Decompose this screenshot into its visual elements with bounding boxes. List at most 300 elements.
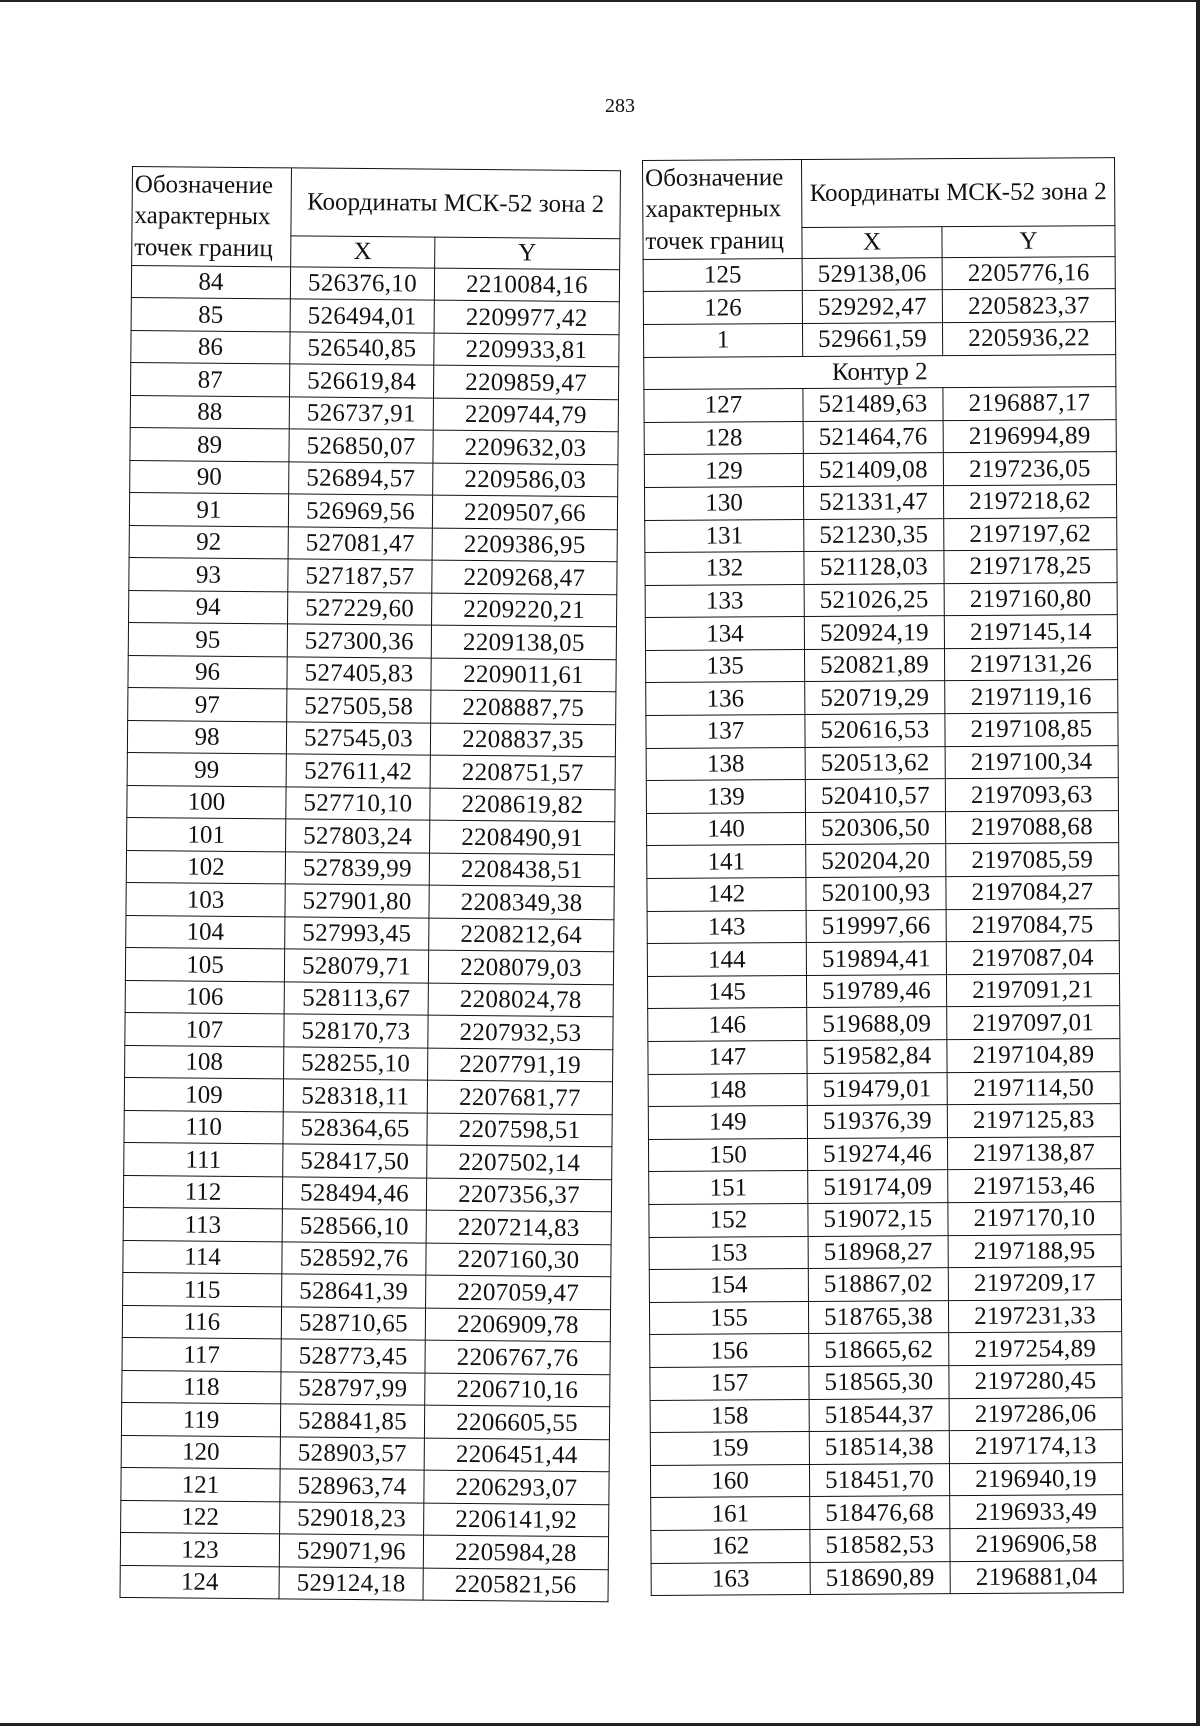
- point-id-cell: 103: [126, 883, 285, 917]
- y-coordinate-cell: 2197093,63: [945, 778, 1118, 812]
- y-coordinate-cell: 2209744,79: [433, 398, 618, 432]
- point-id-cell: 158: [650, 1399, 809, 1433]
- x-coordinate-cell: 529018,23: [280, 1502, 424, 1536]
- y-coordinate-cell: 2208079,03: [428, 950, 613, 984]
- point-id-cell: 148: [648, 1073, 807, 1107]
- point-id-cell: 86: [131, 330, 290, 364]
- x-coordinate-cell: 527611,42: [286, 754, 430, 788]
- table-body-left: [120, 265, 620, 1602]
- table-row: [127, 753, 615, 790]
- point-id-cell: 145: [647, 975, 806, 1009]
- x-coordinate-cell: 519688,09: [807, 1007, 947, 1040]
- point-id-cell: 157: [650, 1366, 809, 1400]
- y-coordinate-cell: 2205821,56: [423, 1568, 608, 1602]
- point-id-cell: 133: [645, 584, 804, 618]
- x-coordinate-cell: 528641,39: [282, 1274, 426, 1308]
- table-row: [648, 1104, 1120, 1139]
- table-row: [122, 1305, 610, 1342]
- x-coordinate-cell: 526376,10: [290, 267, 434, 301]
- point-id-cell: 94: [129, 590, 288, 624]
- y-coordinate-cell: 2196887,17: [943, 387, 1116, 421]
- table-row: [645, 582, 1117, 617]
- table-row: [130, 363, 618, 400]
- point-id-cell: 123: [120, 1533, 279, 1567]
- x-coordinate-cell: 527710,10: [286, 787, 430, 821]
- point-id-cell: 143: [647, 910, 806, 944]
- y-coordinate-cell: 2197125,83: [947, 1104, 1120, 1138]
- y-coordinate-cell: 2209586,03: [433, 463, 618, 497]
- x-coordinate-cell: 519072,15: [808, 1203, 948, 1236]
- y-coordinate-cell: 2207791,19: [428, 1048, 613, 1082]
- point-id-cell: 124: [120, 1565, 279, 1599]
- y-coordinate-cell: 2207059,47: [426, 1275, 611, 1309]
- x-coordinate-cell: 518765,38: [808, 1300, 948, 1333]
- point-id-cell: 136: [646, 682, 805, 716]
- y-coordinate-cell: 2197088,68: [945, 810, 1118, 844]
- y-coordinate-cell: 2206767,76: [425, 1340, 610, 1374]
- table-row: [645, 615, 1117, 650]
- point-id-cell: 159: [650, 1432, 809, 1466]
- y-coordinate-cell: 2197254,89: [949, 1332, 1122, 1366]
- y-coordinate-cell: 2197280,45: [949, 1365, 1122, 1399]
- x-coordinate-cell: 519894,41: [806, 942, 946, 975]
- y-coordinate-cell: 2197160,80: [944, 582, 1117, 616]
- x-coordinate-cell: 520924,19: [804, 616, 944, 649]
- header-coords-label: Координаты МСК-52 зона 2: [291, 168, 621, 239]
- y-coordinate-cell: 2197178,25: [944, 550, 1117, 584]
- x-coordinate-cell: 520616,53: [805, 714, 945, 747]
- table-row: [647, 973, 1119, 1008]
- x-coordinate-cell: 518968,27: [808, 1235, 948, 1268]
- x-coordinate-cell: 527505,58: [287, 689, 431, 723]
- y-coordinate-cell: 2208024,78: [428, 983, 613, 1017]
- x-coordinate-cell: 527545,03: [286, 722, 430, 756]
- x-coordinate-cell: 520513,62: [805, 746, 945, 779]
- table-row: [124, 1110, 612, 1147]
- table-row: [128, 655, 616, 692]
- y-coordinate-cell: 2209386,95: [432, 528, 617, 562]
- table-row: [127, 785, 615, 822]
- x-coordinate-cell: 526894,57: [289, 462, 433, 496]
- table-row: [645, 550, 1117, 585]
- x-coordinate-cell: 529292,47: [802, 290, 942, 323]
- x-coordinate-cell: 529138,06: [802, 257, 942, 290]
- x-coordinate-cell: 528710,65: [281, 1307, 425, 1341]
- point-id-cell: 108: [125, 1045, 284, 1079]
- y-coordinate-cell: 2197188,95: [948, 1234, 1121, 1268]
- x-coordinate-cell: 518514,38: [809, 1431, 949, 1464]
- table-row: [650, 1430, 1122, 1465]
- point-id-cell: 91: [129, 493, 288, 527]
- table-row: [651, 1560, 1123, 1595]
- table-row: [122, 1338, 610, 1375]
- x-coordinate-cell: 520719,29: [805, 681, 945, 714]
- point-id-cell: 87: [130, 363, 289, 397]
- y-coordinate-cell: 2207932,53: [428, 1015, 613, 1049]
- y-coordinate-cell: 2197084,27: [946, 876, 1119, 910]
- x-coordinate-cell: 526494,01: [290, 299, 434, 333]
- point-id-cell: 115: [123, 1273, 282, 1307]
- point-id-cell: 131: [645, 519, 804, 553]
- y-coordinate-cell: 2197085,59: [946, 843, 1119, 877]
- y-coordinate-cell: 2197145,14: [944, 615, 1117, 649]
- x-coordinate-cell: 518544,37: [809, 1398, 949, 1431]
- x-coordinate-cell: 521026,25: [804, 583, 944, 616]
- point-id-cell: 120: [121, 1435, 280, 1469]
- header-x: X: [802, 227, 942, 258]
- point-id-cell: 130: [645, 486, 804, 520]
- table-row: [646, 810, 1118, 845]
- y-coordinate-cell: 2208212,64: [429, 918, 614, 952]
- point-id-cell: 146: [648, 1008, 807, 1042]
- table-row: [123, 1240, 611, 1277]
- table-row: [120, 1533, 608, 1570]
- point-id-cell: 105: [125, 948, 284, 982]
- y-coordinate-cell: 2208619,82: [430, 788, 615, 822]
- point-id-cell: 144: [647, 943, 806, 977]
- y-coordinate-cell: 2207160,30: [426, 1243, 611, 1277]
- point-id-cell: 100: [127, 785, 286, 819]
- header-y: Y: [942, 226, 1115, 258]
- y-coordinate-cell: 2197114,50: [947, 1071, 1120, 1105]
- table-row: [647, 876, 1119, 911]
- point-id-cell: 114: [123, 1240, 282, 1274]
- y-coordinate-cell: 2206451,44: [424, 1438, 609, 1472]
- point-id-cell: 110: [124, 1110, 283, 1144]
- point-id-cell: 128: [644, 421, 803, 455]
- table-row: [650, 1332, 1122, 1367]
- x-coordinate-cell: 521464,76: [803, 420, 943, 453]
- point-id-cell: 154: [649, 1269, 808, 1303]
- y-coordinate-cell: 2208349,38: [429, 885, 614, 919]
- table-row: [121, 1500, 609, 1537]
- x-coordinate-cell: 518867,02: [808, 1268, 948, 1301]
- x-coordinate-cell: 520306,50: [805, 812, 945, 845]
- y-coordinate-cell: 2209507,66: [432, 495, 617, 529]
- y-coordinate-cell: 2197218,62: [943, 485, 1116, 519]
- table-row: [127, 818, 615, 855]
- x-coordinate-cell: 519479,01: [807, 1072, 947, 1105]
- y-coordinate-cell: 2197209,17: [948, 1267, 1121, 1301]
- x-coordinate-cell: 518690,89: [810, 1561, 950, 1594]
- x-coordinate-cell: 518665,62: [809, 1333, 949, 1366]
- x-coordinate-cell: 526737,91: [289, 397, 433, 431]
- table-row: [646, 778, 1118, 813]
- x-coordinate-cell: 527300,36: [287, 624, 431, 658]
- table-row: [123, 1273, 611, 1310]
- x-coordinate-cell: 519789,46: [806, 974, 946, 1007]
- y-coordinate-cell: 2207356,37: [426, 1178, 611, 1212]
- point-id-cell: 97: [128, 688, 287, 722]
- table-row: [648, 1039, 1120, 1074]
- point-id-cell: 150: [648, 1138, 807, 1172]
- table-row: [129, 590, 617, 627]
- coordinates-table-left: [120, 166, 621, 1602]
- table-row: [645, 517, 1117, 552]
- table-row: [121, 1403, 609, 1440]
- y-coordinate-cell: 2208887,75: [431, 690, 616, 724]
- point-id-cell: 134: [645, 617, 804, 651]
- y-coordinate-cell: 2197119,16: [945, 680, 1118, 714]
- y-coordinate-cell: 2208438,51: [429, 853, 614, 887]
- contour-label: Контур 2: [644, 354, 1116, 389]
- y-coordinate-cell: 2197091,21: [946, 973, 1119, 1007]
- y-coordinate-cell: 2196994,89: [943, 419, 1116, 453]
- x-coordinate-cell: 528841,85: [280, 1404, 424, 1438]
- y-coordinate-cell: 2206141,92: [424, 1503, 609, 1537]
- table-row: [645, 485, 1117, 520]
- table-row: [126, 850, 614, 887]
- point-id-cell: 152: [649, 1203, 808, 1237]
- x-coordinate-cell: 519274,46: [807, 1137, 947, 1170]
- table-row: [650, 1462, 1122, 1497]
- point-id-cell: 138: [646, 747, 805, 781]
- x-coordinate-cell: 528170,73: [284, 1014, 428, 1048]
- table-row: [644, 419, 1116, 454]
- y-coordinate-cell: 2197286,06: [949, 1397, 1122, 1431]
- y-coordinate-cell: 2205984,28: [423, 1535, 608, 1569]
- table-row: [647, 843, 1119, 878]
- point-id-cell: 137: [646, 715, 805, 749]
- point-id-cell: 127: [644, 389, 803, 423]
- x-coordinate-cell: 520410,57: [805, 779, 945, 812]
- point-id-cell: 109: [124, 1078, 283, 1112]
- table-row: [125, 1045, 613, 1082]
- y-coordinate-cell: 2205936,22: [942, 322, 1115, 356]
- x-coordinate-cell: 528903,57: [280, 1437, 424, 1471]
- table-row: [126, 915, 614, 952]
- table-row: [648, 1136, 1120, 1171]
- table-row: [649, 1267, 1121, 1302]
- y-coordinate-cell: 2197231,33: [948, 1299, 1121, 1333]
- y-coordinate-cell: 2196881,04: [950, 1560, 1123, 1594]
- y-coordinate-cell: 2196906,58: [950, 1527, 1123, 1561]
- y-coordinate-cell: 2197236,05: [943, 452, 1116, 486]
- table-row: [121, 1468, 609, 1505]
- x-coordinate-cell: 528592,76: [282, 1242, 426, 1276]
- x-coordinate-cell: 518476,68: [810, 1496, 950, 1529]
- point-id-cell: 95: [128, 623, 287, 657]
- x-coordinate-cell: 528255,10: [284, 1047, 428, 1081]
- x-coordinate-cell: 528318,11: [283, 1079, 427, 1113]
- x-coordinate-cell: 527839,99: [285, 852, 429, 886]
- x-coordinate-cell: 528417,50: [283, 1144, 427, 1178]
- x-coordinate-cell: 529071,96: [279, 1534, 423, 1568]
- y-coordinate-cell: 2206605,55: [424, 1405, 609, 1439]
- point-id-cell: 132: [645, 552, 804, 586]
- table-row: [129, 525, 617, 562]
- x-coordinate-cell: 528797,99: [281, 1372, 425, 1406]
- header-x: X: [291, 236, 435, 268]
- point-id-cell: 1: [644, 323, 803, 357]
- point-id-cell: 98: [127, 720, 286, 754]
- table-row: [643, 256, 1115, 291]
- y-coordinate-cell: 2207681,77: [427, 1080, 612, 1114]
- point-id-cell: 96: [128, 655, 287, 689]
- point-id-cell: 161: [651, 1497, 810, 1531]
- point-id-cell: 112: [123, 1175, 282, 1209]
- point-id-cell: 156: [650, 1334, 809, 1368]
- point-id-cell: 162: [651, 1529, 810, 1563]
- table-row: [651, 1527, 1123, 1562]
- point-id-cell: 139: [646, 780, 805, 814]
- header-y: Y: [435, 237, 620, 269]
- x-coordinate-cell: 526540,85: [290, 332, 434, 366]
- y-coordinate-cell: 2206710,16: [425, 1373, 610, 1407]
- y-coordinate-cell: 2197197,62: [944, 517, 1117, 551]
- point-id-cell: 125: [643, 258, 802, 292]
- table-row: [127, 720, 615, 757]
- point-id-cell: 113: [123, 1208, 282, 1242]
- table-row: [128, 688, 616, 725]
- table-row: [650, 1397, 1122, 1432]
- point-id-cell: 93: [129, 558, 288, 592]
- table-row: [650, 1365, 1122, 1400]
- table-row: [129, 493, 617, 530]
- table-row: [121, 1435, 609, 1472]
- y-coordinate-cell: 2206909,78: [425, 1308, 610, 1342]
- y-coordinate-cell: 2207214,83: [426, 1210, 611, 1244]
- table-row: [646, 745, 1118, 780]
- point-id-cell: 92: [129, 525, 288, 559]
- x-coordinate-cell: 520821,89: [804, 649, 944, 682]
- x-coordinate-cell: 519582,84: [807, 1040, 947, 1073]
- x-coordinate-cell: 527901,80: [285, 884, 429, 918]
- point-id-cell: 122: [121, 1500, 280, 1534]
- table-row: [648, 1071, 1120, 1106]
- y-coordinate-cell: 2209977,42: [434, 300, 619, 334]
- x-coordinate-cell: 527803,24: [286, 819, 430, 853]
- table-row: [644, 387, 1116, 422]
- x-coordinate-cell: 521331,47: [803, 486, 943, 519]
- x-coordinate-cell: 527993,45: [285, 917, 429, 951]
- point-id-cell: 89: [130, 428, 289, 462]
- point-id-cell: 153: [649, 1236, 808, 1270]
- point-id-cell: 101: [127, 818, 286, 852]
- x-coordinate-cell: 521489,63: [803, 388, 943, 421]
- table-row: [129, 558, 617, 595]
- table-row: [646, 680, 1118, 715]
- point-id-cell: 119: [121, 1403, 280, 1437]
- y-coordinate-cell: 2197153,46: [948, 1169, 1121, 1203]
- point-id-cell: 84: [131, 265, 290, 299]
- x-coordinate-cell: 520204,20: [806, 844, 946, 877]
- x-coordinate-cell: 519376,39: [807, 1105, 947, 1138]
- x-coordinate-cell: 528113,67: [284, 982, 428, 1016]
- point-id-cell: 140: [646, 812, 805, 846]
- x-coordinate-cell: 519997,66: [806, 909, 946, 942]
- x-coordinate-cell: 518582,53: [810, 1529, 950, 1562]
- x-coordinate-cell: 521230,35: [804, 518, 944, 551]
- x-coordinate-cell: 526619,84: [289, 364, 433, 398]
- y-coordinate-cell: 2209138,05: [431, 625, 616, 659]
- x-coordinate-cell: 527081,47: [288, 527, 432, 561]
- y-coordinate-cell: 2205823,37: [942, 289, 1115, 323]
- point-id-cell: 111: [124, 1143, 283, 1177]
- x-coordinate-cell: 518451,70: [809, 1463, 949, 1496]
- page-number: 283: [605, 95, 635, 117]
- x-coordinate-cell: 521128,03: [804, 551, 944, 584]
- table-subheader-row: [644, 354, 1116, 389]
- point-id-cell: 142: [647, 878, 806, 912]
- table-row: [130, 460, 618, 497]
- table-row: [128, 623, 616, 660]
- point-id-cell: 160: [650, 1464, 809, 1498]
- table-row: [131, 265, 619, 302]
- table-row: [131, 298, 619, 335]
- y-coordinate-cell: 2197131,26: [944, 647, 1117, 681]
- header-point-label: Обозначение характерных точек границ: [643, 160, 803, 260]
- x-coordinate-cell: 528079,71: [284, 949, 428, 983]
- table-row: [120, 1565, 608, 1602]
- table-row: [124, 1078, 612, 1115]
- table-row: [123, 1175, 611, 1212]
- point-id-cell: 151: [649, 1171, 808, 1205]
- point-id-cell: 149: [648, 1106, 807, 1140]
- table-row: [643, 289, 1115, 324]
- table-row: [647, 908, 1119, 943]
- x-coordinate-cell: 528773,45: [281, 1339, 425, 1373]
- y-coordinate-cell: 2197170,10: [948, 1202, 1121, 1236]
- x-coordinate-cell: 521409,08: [803, 453, 943, 486]
- x-coordinate-cell: 527405,83: [287, 657, 431, 691]
- table-row: [649, 1169, 1121, 1204]
- table-row: [130, 395, 618, 432]
- table-row: [651, 1495, 1123, 1530]
- y-coordinate-cell: 2197087,04: [946, 941, 1119, 975]
- point-id-cell: 85: [131, 298, 290, 332]
- y-coordinate-cell: 2210084,16: [434, 268, 619, 302]
- point-id-cell: 102: [126, 850, 285, 884]
- table-row: [131, 330, 619, 367]
- x-coordinate-cell: 526850,07: [289, 429, 433, 463]
- point-id-cell: 107: [125, 1013, 284, 1047]
- y-coordinate-cell: 2197100,34: [945, 745, 1118, 779]
- y-coordinate-cell: 2209859,47: [433, 365, 618, 399]
- table-row: [644, 452, 1116, 487]
- point-id-cell: 129: [644, 454, 803, 488]
- y-coordinate-cell: 2197138,87: [947, 1136, 1120, 1170]
- table-body-right: [643, 256, 1123, 1595]
- table-row: [646, 713, 1118, 748]
- y-coordinate-cell: 2209220,21: [432, 593, 617, 627]
- point-id-cell: 126: [643, 291, 802, 325]
- table-row: [649, 1234, 1121, 1269]
- y-coordinate-cell: 2197097,01: [947, 1006, 1120, 1040]
- y-coordinate-cell: 2209268,47: [432, 560, 617, 594]
- point-id-cell: 147: [648, 1041, 807, 1075]
- x-coordinate-cell: 520100,93: [806, 877, 946, 910]
- y-coordinate-cell: 2205776,16: [942, 256, 1115, 290]
- table-row: [122, 1370, 610, 1407]
- y-coordinate-cell: 2197174,13: [949, 1430, 1122, 1464]
- point-id-cell: 116: [122, 1305, 281, 1339]
- point-id-cell: 135: [645, 649, 804, 683]
- x-coordinate-cell: 519174,09: [808, 1170, 948, 1203]
- point-id-cell: 99: [127, 753, 286, 787]
- table-row: [125, 948, 613, 985]
- x-coordinate-cell: 527229,60: [288, 592, 432, 626]
- header-point-label: Обозначение характерных точек границ: [132, 167, 292, 267]
- table-row: [644, 322, 1116, 357]
- x-coordinate-cell: 529661,59: [803, 323, 943, 356]
- y-coordinate-cell: 2197104,89: [947, 1039, 1120, 1073]
- table-row: [124, 1143, 612, 1180]
- y-coordinate-cell: 2197084,75: [946, 908, 1119, 942]
- table-row: [645, 647, 1117, 682]
- x-coordinate-cell: 529124,18: [279, 1567, 423, 1601]
- table-row: [647, 941, 1119, 976]
